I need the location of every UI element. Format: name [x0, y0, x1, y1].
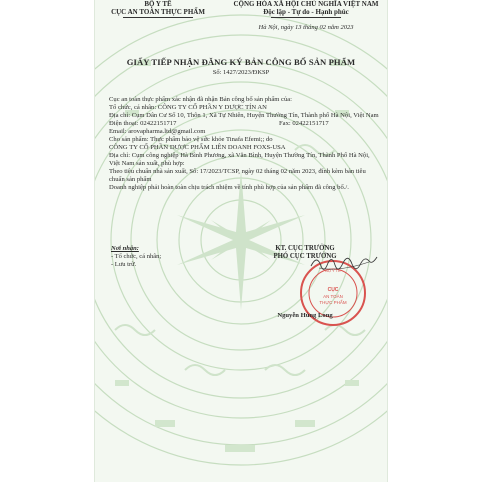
handwritten-signature	[309, 252, 379, 274]
nation-motto: Độc lập - Tự do - Hạnh phúc	[263, 8, 349, 16]
recipients-section	[111, 245, 221, 269]
nation-underline	[271, 17, 341, 18]
signature-title: KT. CỤC TRƯỞNG	[275, 245, 335, 252]
signature-position: PHÓ CỤC TRƯỞNG	[273, 253, 337, 260]
responsibility-text: Doanh nghiệp phải hoàn toàn chịu trách nhiệm về tính phù hợp của sản phẩm đã công bố./.	[109, 184, 349, 191]
contact-row	[109, 120, 379, 128]
organization-line: Tổ chức, cá nhân: CÔNG TY CỔ PHẦN Y DƯỢC TÍN AN	[109, 104, 267, 111]
intro-text: Cục an toàn thực phẩm xác nhận đã nhận Bản công bố sản phẩm của:	[109, 96, 293, 103]
agency-header	[103, 0, 213, 18]
svg-text:THỰC PHẨM: THỰC PHẨM	[319, 300, 347, 305]
email-text: Email: arovapharma.ltd@gmail.com	[109, 128, 206, 135]
ministry-name: BỘ Y TẾ	[144, 0, 172, 8]
manufacturer-name: CÔNG TY CỔ PHẦN DƯỢC PHẨM LIÊN DOANH FOXS-USA	[109, 144, 286, 151]
recipients-title: Nơi nhận:	[111, 245, 139, 252]
phone-text: Điện thoại: 02422151717	[109, 120, 177, 127]
nation-header	[225, 0, 387, 18]
fax-text: Fax: 02422151717	[279, 120, 329, 127]
document-page	[94, 0, 388, 482]
svg-text:AN TOÀN: AN TOÀN	[323, 294, 343, 299]
organization-address: Địa chỉ: Cụm Dân Cư Số 10, Thôn 1, Xã Tự Nhiên, Huyện Thường Tín, Thành phố Hà Nội, Việt Nam	[109, 112, 379, 119]
svg-text:BỘ Y TẾ: BỘ Y TẾ	[325, 268, 341, 273]
signer-name: Nguyễn Hùng Long	[277, 312, 333, 319]
document-content	[95, 0, 387, 482]
agency-underline	[123, 17, 193, 18]
manufacturer-address: Địa chỉ: Cụm công nghiệp Hà Bình Phương, xã Văn Bình, Huyện Thường Tín, Thành Phố Hà Nội, Việt Nam sản xuất, phù hợp:	[109, 152, 370, 167]
nation-name: CỘNG HÒA XÃ HỘI CHỦ NGHĨA VIỆT NAM	[233, 0, 379, 8]
standard-text: Theo tiêu chuẩn nhà sản xuất, Số: 17/2023/TCSP, ngày 02 tháng 02 năm 2023, đính kèm bản tiêu chuẩn sản phẩm	[109, 168, 366, 183]
document-title: GIẤY TIẾP NHẬN ĐĂNG KÝ BẢN CÔNG BỐ SẢN PHẨM	[126, 57, 356, 67]
agency-name: CỤC AN TOÀN THỰC PHẨM	[111, 8, 205, 16]
product-text: Cho sản phẩm: Thực phẩm bảo vệ sức khỏe Tinafa Efemi;; do	[109, 136, 273, 143]
recipient-item: - Lưu trữ.	[111, 261, 137, 268]
svg-text:CỤC: CỤC	[327, 287, 339, 293]
issue-date: Hà Nội, ngày 13 tháng 02 năm 2023	[258, 24, 354, 31]
document-number: Số: 1427/2023/ĐKSP	[212, 69, 270, 76]
document-body	[109, 96, 379, 192]
recipient-item: - Tổ chức, cá nhân;	[111, 253, 162, 260]
